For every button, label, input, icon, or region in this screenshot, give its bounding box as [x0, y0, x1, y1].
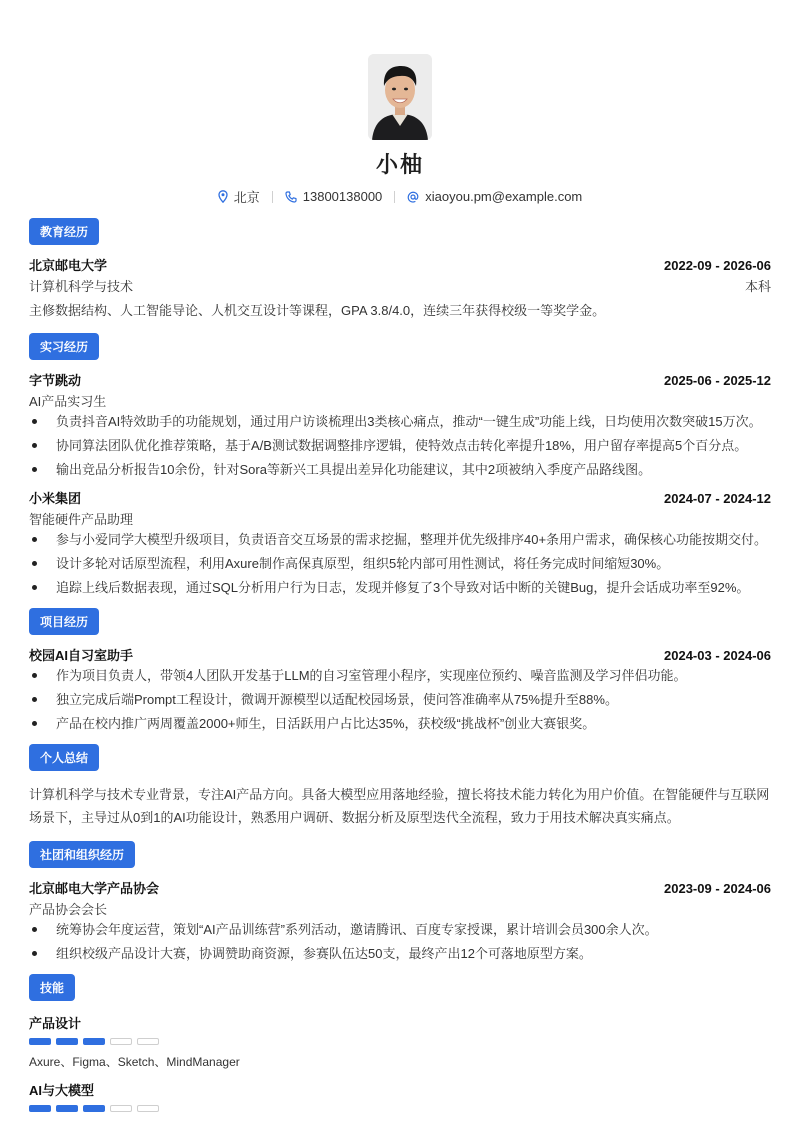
section-title-clubs: 社团和组织经历 [29, 841, 135, 868]
location-pin-icon [218, 190, 228, 203]
skill-level-filled [56, 1105, 78, 1112]
section-title-education: 教育经历 [29, 218, 99, 245]
company-name: 小米集团 [29, 491, 82, 506]
skill-item [29, 1013, 771, 1070]
internship-date: 2024-07 - 2024-12 [664, 491, 771, 506]
skill-name: AI与大模型 [29, 1083, 95, 1098]
email-text[interactable]: xiaoyou.pm@example.com [425, 189, 583, 204]
bullet-item: 组织校级产品设计大赛，协调赞助商资源，参赛队伍达50支，最终产出12个可落地原型方案。 [29, 945, 771, 962]
phone-icon [285, 191, 297, 203]
skill-level-filled [29, 1038, 51, 1045]
education-section [29, 218, 771, 321]
bullet-item: 独立完成后端Prompt工程设计，微调开源模型以适配校园场景，使问答准确率从75%提升至88%。 [29, 691, 771, 708]
skill-level-empty [110, 1038, 132, 1045]
section-title-skills: 技能 [29, 974, 75, 1001]
skill-level-empty [110, 1105, 132, 1112]
skill-level-filled [56, 1038, 78, 1045]
clubs-section [29, 841, 771, 962]
club-role: 产品协会会长 [29, 902, 108, 917]
bullet-item: 负责抖音AI特效助手的功能规划，通过用户访谈梳理出3类核心痛点，推动“一键生成”功能上线，日均使用次数突破15万次。 [29, 413, 771, 430]
section-title-internship: 实习经历 [29, 333, 99, 360]
skills-list [29, 1013, 771, 1112]
portrait-photo [368, 54, 432, 140]
location-text: 北京 [233, 190, 260, 205]
bullet-item: 产品在校内推广两周覆盖2000+师生，日活跃用户占比达35%，获校级“挑战杯”创业大赛银奖。 [29, 715, 771, 732]
internship-entry [29, 370, 771, 478]
avatar [368, 54, 432, 140]
contact-location [206, 187, 272, 206]
skill-level-empty [137, 1038, 159, 1045]
skill-level-filled [83, 1038, 105, 1045]
projects-section [29, 608, 771, 732]
skill-item [29, 1080, 771, 1112]
summary-section [29, 744, 771, 829]
skill-level-filled [29, 1105, 51, 1112]
section-title-summary: 个人总结 [29, 744, 99, 771]
bullet-item: 设计多轮对话原型流程，利用Axure制作高保真原型，组织5轮内部可用性测试，将任务完成时间缩短30%。 [29, 555, 771, 572]
skill-name: 产品设计 [29, 1016, 82, 1031]
skills-section [29, 974, 771, 1112]
bullet-list [29, 531, 771, 596]
at-sign-icon [407, 191, 419, 203]
bullet-item: 追踪上线后数据表现，通过SQL分析用户行为日志，发现并修复了3个导致对话中断的关键Bug，提升会话成功率至92%。 [29, 579, 771, 596]
bullet-item: 参与小爱同学大模型升级项目，负责语音交互场景的需求挖掘，整理并优先级排序40+条用户需求，确保核心功能按期交付。 [29, 531, 771, 548]
bullet-item: 协同算法团队优化推荐策略，基于A/B测试数据调整排序逻辑，使特效点击转化率提升18%，用户留存率提高5个百分点。 [29, 437, 771, 454]
skill-level-filled [83, 1105, 105, 1112]
job-role: 智能硬件产品助理 [29, 512, 134, 527]
section-title-projects: 项目经历 [29, 608, 99, 635]
education-date: 2022-09 - 2026-06 [664, 258, 771, 273]
company-name: 字节跳动 [29, 373, 82, 388]
internship-date: 2025-06 - 2025-12 [664, 373, 771, 388]
resume-header [0, 0, 800, 206]
club-entry [29, 878, 771, 962]
internship-section [29, 333, 771, 596]
bullet-item: 输出竞品分析报告10余份，针对Sora等新兴工具提出差异化功能建议，其中2项被纳入季度产品路线图。 [29, 461, 771, 478]
club-name: 北京邮电大学产品协会 [29, 881, 160, 896]
bullet-list [29, 921, 771, 962]
bullet-list [29, 413, 771, 478]
summary-text: 计算机科学与技术专业背景，专注AI产品方向。具备大模型应用落地经验，擅长将技术能力转化为用户价值。在智能硬件与互联网场景下，主导过从0到1的AI功能设计，熟悉用户调研、数据分析及原型迭代全流程，致力于用技术解决真实痛点。 [29, 787, 770, 825]
contact-phone [273, 189, 395, 204]
project-name: 校园AI自习室助手 [29, 648, 134, 663]
skill-tools: Axure、Figma、Sketch、MindManager [29, 1055, 240, 1069]
candidate-name: 小柚 [375, 152, 424, 177]
bullet-item: 统筹协会年度运营，策划“AI产品训练营”系列活动，邀请腾讯、百度专家授课，累计培训会员300余人次。 [29, 921, 771, 938]
phone-text: 13800138000 [302, 189, 383, 204]
job-role: AI产品实习生 [29, 394, 107, 409]
degree-label: 本科 [744, 279, 771, 294]
bullet-list [29, 667, 771, 732]
resume-content [29, 218, 771, 1124]
contact-email[interactable] [395, 189, 594, 204]
education-description: 主修数据结构、人工智能导论、人机交互设计等课程，GPA 3.8/4.0，连续三年获得校级一等奖学金。 [29, 303, 606, 318]
education-entry [29, 255, 771, 321]
project-date: 2024-03 - 2024-06 [664, 648, 771, 663]
bullet-item: 作为项目负责人，带领4人团队开发基于LLM的自习室管理小程序，实现座位预约、噪音监测及学习伴侣功能。 [29, 667, 771, 684]
skill-level-empty [137, 1105, 159, 1112]
club-date: 2023-09 - 2024-06 [664, 881, 771, 896]
skill-level-bars [29, 1105, 771, 1112]
project-entry [29, 645, 771, 732]
major-name: 计算机科学与技术 [29, 279, 134, 294]
contact-info [0, 187, 800, 206]
internship-entry [29, 488, 771, 596]
skill-level-bars [29, 1038, 771, 1045]
school-name: 北京邮电大学 [29, 258, 108, 273]
